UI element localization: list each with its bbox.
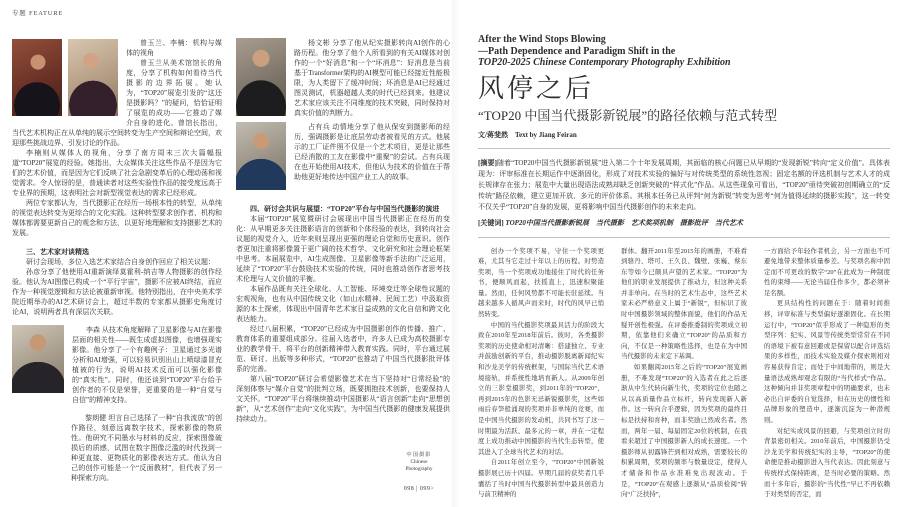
paragraph-consensus-3: 经过八届积累，“TOP20”已经成为中国摄影创作的传播、推广、教育体系的重要组成部分。往届入选者中，许多人已成为高校摄影专业的教学骨干，将平台的创新精神带入教育实践。同时，平台通过展览、研讨、出版等多种形式，“TOP20”也推动了中国当代摄影批评体系的完善。 — [236, 325, 450, 373]
paragraph-zeng-yulan: 曾玉兰从美术馆馆长的角度，分享了机构如何看待当代摄影的边界拓展。她认为，“TOP20”展览引发的“这还是摄影吗？”的疑问，恰恰证明了展览的成功——它推动了媒介自身的进化。曾馆长指出，当代艺术机构正在从单纯的展示空间转变为生产空间和辩论空间，欢迎那些挑战边界、引发讨论的作品。 — [12, 59, 222, 147]
section-heading-4: 四、研讨会共识与展望：“TOP20”平台与中国当代摄影的演进 — [250, 205, 440, 213]
keywords — [478, 218, 890, 229]
right-page — [478, 34, 890, 507]
left-page — [12, 8, 450, 500]
text-li-lang — [71, 413, 222, 483]
body-paragraph: 一方面给予年轻作者机会，另一方面也不可避免地带来整体质量参差。与奖项名称中固定而不可更改的数字“20”在此成为一种制度性的束缚——无论当届佳作多少，都必须补足名额。 — [764, 247, 890, 297]
body-paragraph: 更具结构性的问题在于：随着时间推移，评审标准与类型偏好逐渐固化。在长期运行中，“TOP20”似乎形成了一种隐形的类型序列：纪实、风景等传统类型常常在不同的语境下被有意回避或是保留以配合评选结果的多样性，而技术实验及媒介探索则相对容易获得肯定；而处于中间地带的，则是大量语法成熟却观念有限的“当代样式”作品。这种倾向并非奖项章程中的明确要求，也未必出自评委的自觉选择，但在历史的惯性和品牌形象的塑造中，逐渐沉淀为一种潜规则。 — [764, 300, 890, 424]
group-li-lang — [12, 413, 222, 483]
body-paragraph: 自2011年创立至今，“TOP20”中国新锐摄影展已历十四届。早期几届的获奖者几乎囊括了当时中国当代摄影转型中最具创造力与前卫精神的 — [478, 459, 604, 499]
body-column-3 — [764, 247, 890, 501]
brand-chinese: 中国摄影 — [406, 452, 432, 458]
text-yang-wenbin — [294, 38, 450, 118]
group-li-sen — [12, 325, 222, 405]
title-english-line-1: After the Wind Stops Blowing — [478, 34, 606, 45]
body-column-1 — [478, 247, 604, 501]
title-english-line-3: TOP20-2025 Chinese Contemporary Photography Exhibition — [478, 57, 731, 68]
body-paragraph: 对纪实或风景的回避，与奖项创立时的背景密切相关。2010年前后，中国摄影仍受沙龙美学和传统纪实的主导，“TOP20”的使命便是推动摄影进入当代表达。因此刻意与传统样式保持距离，是当时必要的策略。然而十多年后，摄影的“当代性”早已不再依赖于对类型的否定，而 — [764, 427, 890, 499]
paragraph-consensus-2: 本届作品既有关注全球化、人工智能、环境变迁等全球性议题的宏观视角，也有从中国传统文化（如山水精神、民间工艺）中汲取资源的本土探索，体现出中国青年艺术家日益成熟的文化自信和跨文化表达能力。 — [236, 285, 450, 323]
brand-english-2: Photography — [405, 465, 433, 472]
body-paragraph: 如果翻阅2015年之后的“TOP20”展览画册，不难发现“TOP20”的入选者在此之后逐渐从中生代转向新生代，奖项的定位也随之从以高质量作品立标杆，转向发现新人新作。这一转向合乎逻辑，因为奖项的最终目标是扶持和育种，而非奖励已然成名者。然而，两年一届、每届固定20位的机制，在我看来超过了中国摄影新人的成长速度。一个摄影师从初露锋芒到相对成熟，需要较长的积累周期，奖项的频率与数量设定，使得人才储备和作品水准难免出现波动。于是，“TOP20”在观感上逐渐从“品质检阅”转向“广泛扶持”， — [621, 364, 747, 499]
abstract-text: 随着“TOP20中国当代摄影新锐展”进入第二个十年发展周期，其面临的核心问题已从早期的“发现新锐”转向“定义价值”。具体表现为：评审标准在长期运作中逐渐固化，形成了对技术实验的偏好与对传统类型的系统性忽视；固定名额的评选机制与艺术人才的成长规律存在张力；展览中大量出现语法成熟却缺乏创新突破的“样式化”作品。从这些现象可看出，“TOP20”亟待突破初创期确立的“反传统”路径依赖，建立更加开放、多元的评价体系。其根本任务已从评判“何为新锐”转变为思考“何为值得延续的摄影实践”，这一转变不仅关乎“TOP20”自身的发展，更将影响中国当代摄影创作的未来走向。 — [478, 158, 890, 211]
photo-li-nan — [68, 39, 118, 116]
article-subtitle: “TOP20 中国当代摄影新锐展”的路径依赖与范式转型 — [478, 107, 778, 123]
paragraph-zhan-youbing: 占有兵 动情地分享了他从保安到摄影师的经历，强调摄影是让底层劳动者被看见的方式。他展示的工厂证件照不仅是一个艺术项目，更是让那些已经消散的工友在影像中“重聚”的尝试。占有兵现在也开始使用AI技术，但他认为技术的价值在于帮助他更好地传达中国产业工人的故事。 — [294, 123, 450, 181]
body-paragraph: 中国的当代摄影奖项最具活力的阶段大致在2010年至2018年前后。彼时，各类摄影奖项的历史使命相对清晰：搭建独立、专业并鼓励创新的平台，推动摄影脱离新闻纪实和沙龙美学的传统框架，与国际当代艺术语境接轨，并系统性地培育新人。从2009年创立的三影堂摄影奖，到2011年的“TOP20”，再到2015年的色影无忌新锐摄影奖，这些如雨后春笋般涌现的奖项并非单纯的竞赛，而是中国当代摄影的发动机，共同书写了这一时期最为活跃、最多元的一章，并在一定程度上成功推动中国摄影的当代生态转型，使其进入了全球当代艺术的对话。 — [478, 321, 604, 456]
photo-zeng-yulan — [12, 39, 62, 116]
paragraph-consensus-4: 第八届“TOP20”研讨会希望影像艺术在当下坚持对“日常经验”的深刻体察与“媒介自觉”的批判立场，既要拥抱技术创新，也要保持人文关怀。“TOP20”平台将继续推动中国摄影从“语言创新”走向“思想创新”，从“艺术创作”走向“文化实践”，为中国当代摄影的健康发展提供持续动力。 — [236, 375, 450, 423]
paragraph-sun-yan: 孙彦分享了他使用AI重新演绎莫霍利-纳吉等人物摄影的创作经验。他认为AI图像已构成一个“平行宇宙”，摄影不应被AI终结，而应作为一种视觉逻辑和方法论被重新审视。他特别指出，在中央美术学院近期举办的AI艺术研讨会上，超过半数的专家都从摄影史角度讨论AI，说明两者具有深层次关联。 — [12, 268, 222, 316]
paragraph-yang-wenbin: 杨文彬 分享了他从纪实摄影转向AI创作的心路历程。他分享了他个人所看到的有关AI媒体对创作的一个“好消息”和一个“坏消息”：好消息是当前基于Transformer架构的AI模型可能已经接近性能极限，为人类留下了缓冲时间；坏消息是AI已经通过图灵测试，机器超越人类的时代已经到来。他建议艺术家应该关注不同维度的技术突破，同时保持对真实价值的判断力。 — [294, 39, 450, 117]
article-title: 风停之后 — [478, 73, 595, 103]
photo-pair — [12, 39, 118, 116]
photo-li-sen — [12, 325, 64, 393]
title-english-line-2: —Path Dependence and Paradigm Shift in the — [478, 45, 676, 57]
divider-rule-bottom — [478, 237, 890, 238]
body-paragraph: 创办一个奖项不易，守住一个奖项更难，尤其当它走过十年以上的历程。时势造奖项，当一个奖项成功地接住了时代的任务书，便顺风而起，扶摇直上，迅速积聚能量。然而，任何风势都不可能长驻延续。当越来越多人循风声而来时，时代的风早已悄然转变。 — [478, 247, 604, 319]
abstract-label: [摘要] — [478, 158, 497, 167]
article-body-columns — [478, 247, 890, 501]
photo-yang-wenbin — [236, 38, 286, 116]
left-page-column-2 — [236, 38, 450, 483]
left-page-column-1 — [12, 38, 222, 483]
magazine-brand — [388, 452, 450, 472]
paragraph-experts-conclusion: 两位专家都认为，当代摄影正在经历一场根本性的转型，从单纯的视觉表达转变为更综合的文化实践。这种转型要求创作者、机构和媒体都需要更新自己的观念和方法，以更好地理解和支持摄影艺术的发展。 — [12, 199, 222, 237]
paragraph-li-sen: 李森 从技术角度解释了卫星影像与AI在影像层面的相关性——既生成虚拟图像，也增强现实影像。他分享了一个有趣例子：卫星通过多光谱分析和AI增强，可以轻易识别出山上喷绿漆冒充植被的行为，说明AI技术反而可以强化影像的“真实性”。同时，他还谈到“TOP20”平台给予创作者的不仅是荣誉，更重要的是一种“自觉与自信”的精神支持。 — [72, 326, 222, 404]
paragraph-intro: 研讨会现场，多位入选艺术家结合自身创作回应了相关议题： — [26, 258, 215, 266]
paragraph-li-nan: 李楠则从媒体人的视角，分享了南方周末三次大篇幅报道“TOP20”展览的经验。她指出，大众媒体关注这些作品不是因为它们的艺术价值，而是因为它们反映了社会急剧变革后的心理动荡和视觉需求。令人惊讶的是，普通读者对这些实验性作品的接受度远高于专业界的预期，这表明社会对新型视觉表达的需求已经形成。 — [12, 149, 222, 197]
paragraph-consensus-1: 本届“TOP20”展览暨研讨会展现出中国当代摄影正在经历的变化：从早期更多关注摄影语言的创新和个体经验的表达，到转向社会议题的视觉介入，近年来则呈现出更强的理论自觉和历史意识。创作者更加注重将影像置于更广阔的技术哲学、文化研究和社会理论框架中思考。本届展览中，AI生成图像、卫星影像等新手法的广泛运用，延续了“TOP20”平台鼓励技术实验的传统，同时也推动创作者思考技术伦理与人文价值的平衡。 — [236, 215, 450, 283]
text-zhan-youbing — [294, 122, 450, 190]
group-zhan-youbing — [236, 122, 450, 190]
brand-english-1: Chinese — [410, 458, 428, 465]
paragraph-li-lang: 黎朗健 坦言自己选择了一种“自我流放”的创作路径，刻意远离数字技术，探索影像的物质性。他研究不同墨水与材料的反应，探索图像破损后的质感，试图在数字图像泛滥的时代找到一种更直接、更物质化的影像表达方式。他认为自己的创作可能是一个“反面教材”，但代表了另一种探索方向。 — [71, 414, 222, 482]
keywords-label: [关键词] — [478, 218, 504, 227]
keywords-text: TOP20中国当代摄影新锐展 当代摄影 艺术奖项机制 摄影批评 当代艺术 — [505, 218, 743, 227]
group-institution-media — [12, 38, 222, 148]
photo-zhan-youbing — [236, 122, 286, 190]
divider-rule-top — [478, 148, 890, 149]
dialog-title: 曾玉兰、李楠：机构与媒体的视角 — [126, 39, 222, 57]
photo-li-lang — [12, 413, 63, 477]
group-yang-wenbin — [236, 38, 450, 118]
text-li-sen — [72, 325, 222, 405]
abstract — [478, 158, 890, 213]
left-page-columns — [12, 38, 450, 483]
byline: 文/蒋斐然 Text by Jiang Feiran — [478, 130, 577, 139]
page-number: 098 | 099> — [403, 486, 435, 492]
section-kicker: 专题 FEATURE — [12, 10, 64, 17]
section-heading-3: 三、艺术家对谈精选 — [26, 248, 89, 256]
body-column-2 — [621, 247, 747, 501]
body-paragraph: 群体。翻开2011年至2015年的画册，不难看到骆丹、塔可、王久良、魏壁、张巍、蔡东东等如今已颇具声望的艺术家。“TOP20”为他们的职业发展提供了推动力，但这种关系并非单向。在当时的艺术生态中，这些艺术家未必严格意义上属于“新锐”，但标识了彼时中国摄影领域的整体面貌，他们的作品无疑开创性极强。在评委推委制的奖项成立初期，依靠他们来确立“TOP20”的品质和方向，不仅是一种策略性选择，也是在为中国当代摄影的未来定下基调。 — [621, 247, 747, 361]
